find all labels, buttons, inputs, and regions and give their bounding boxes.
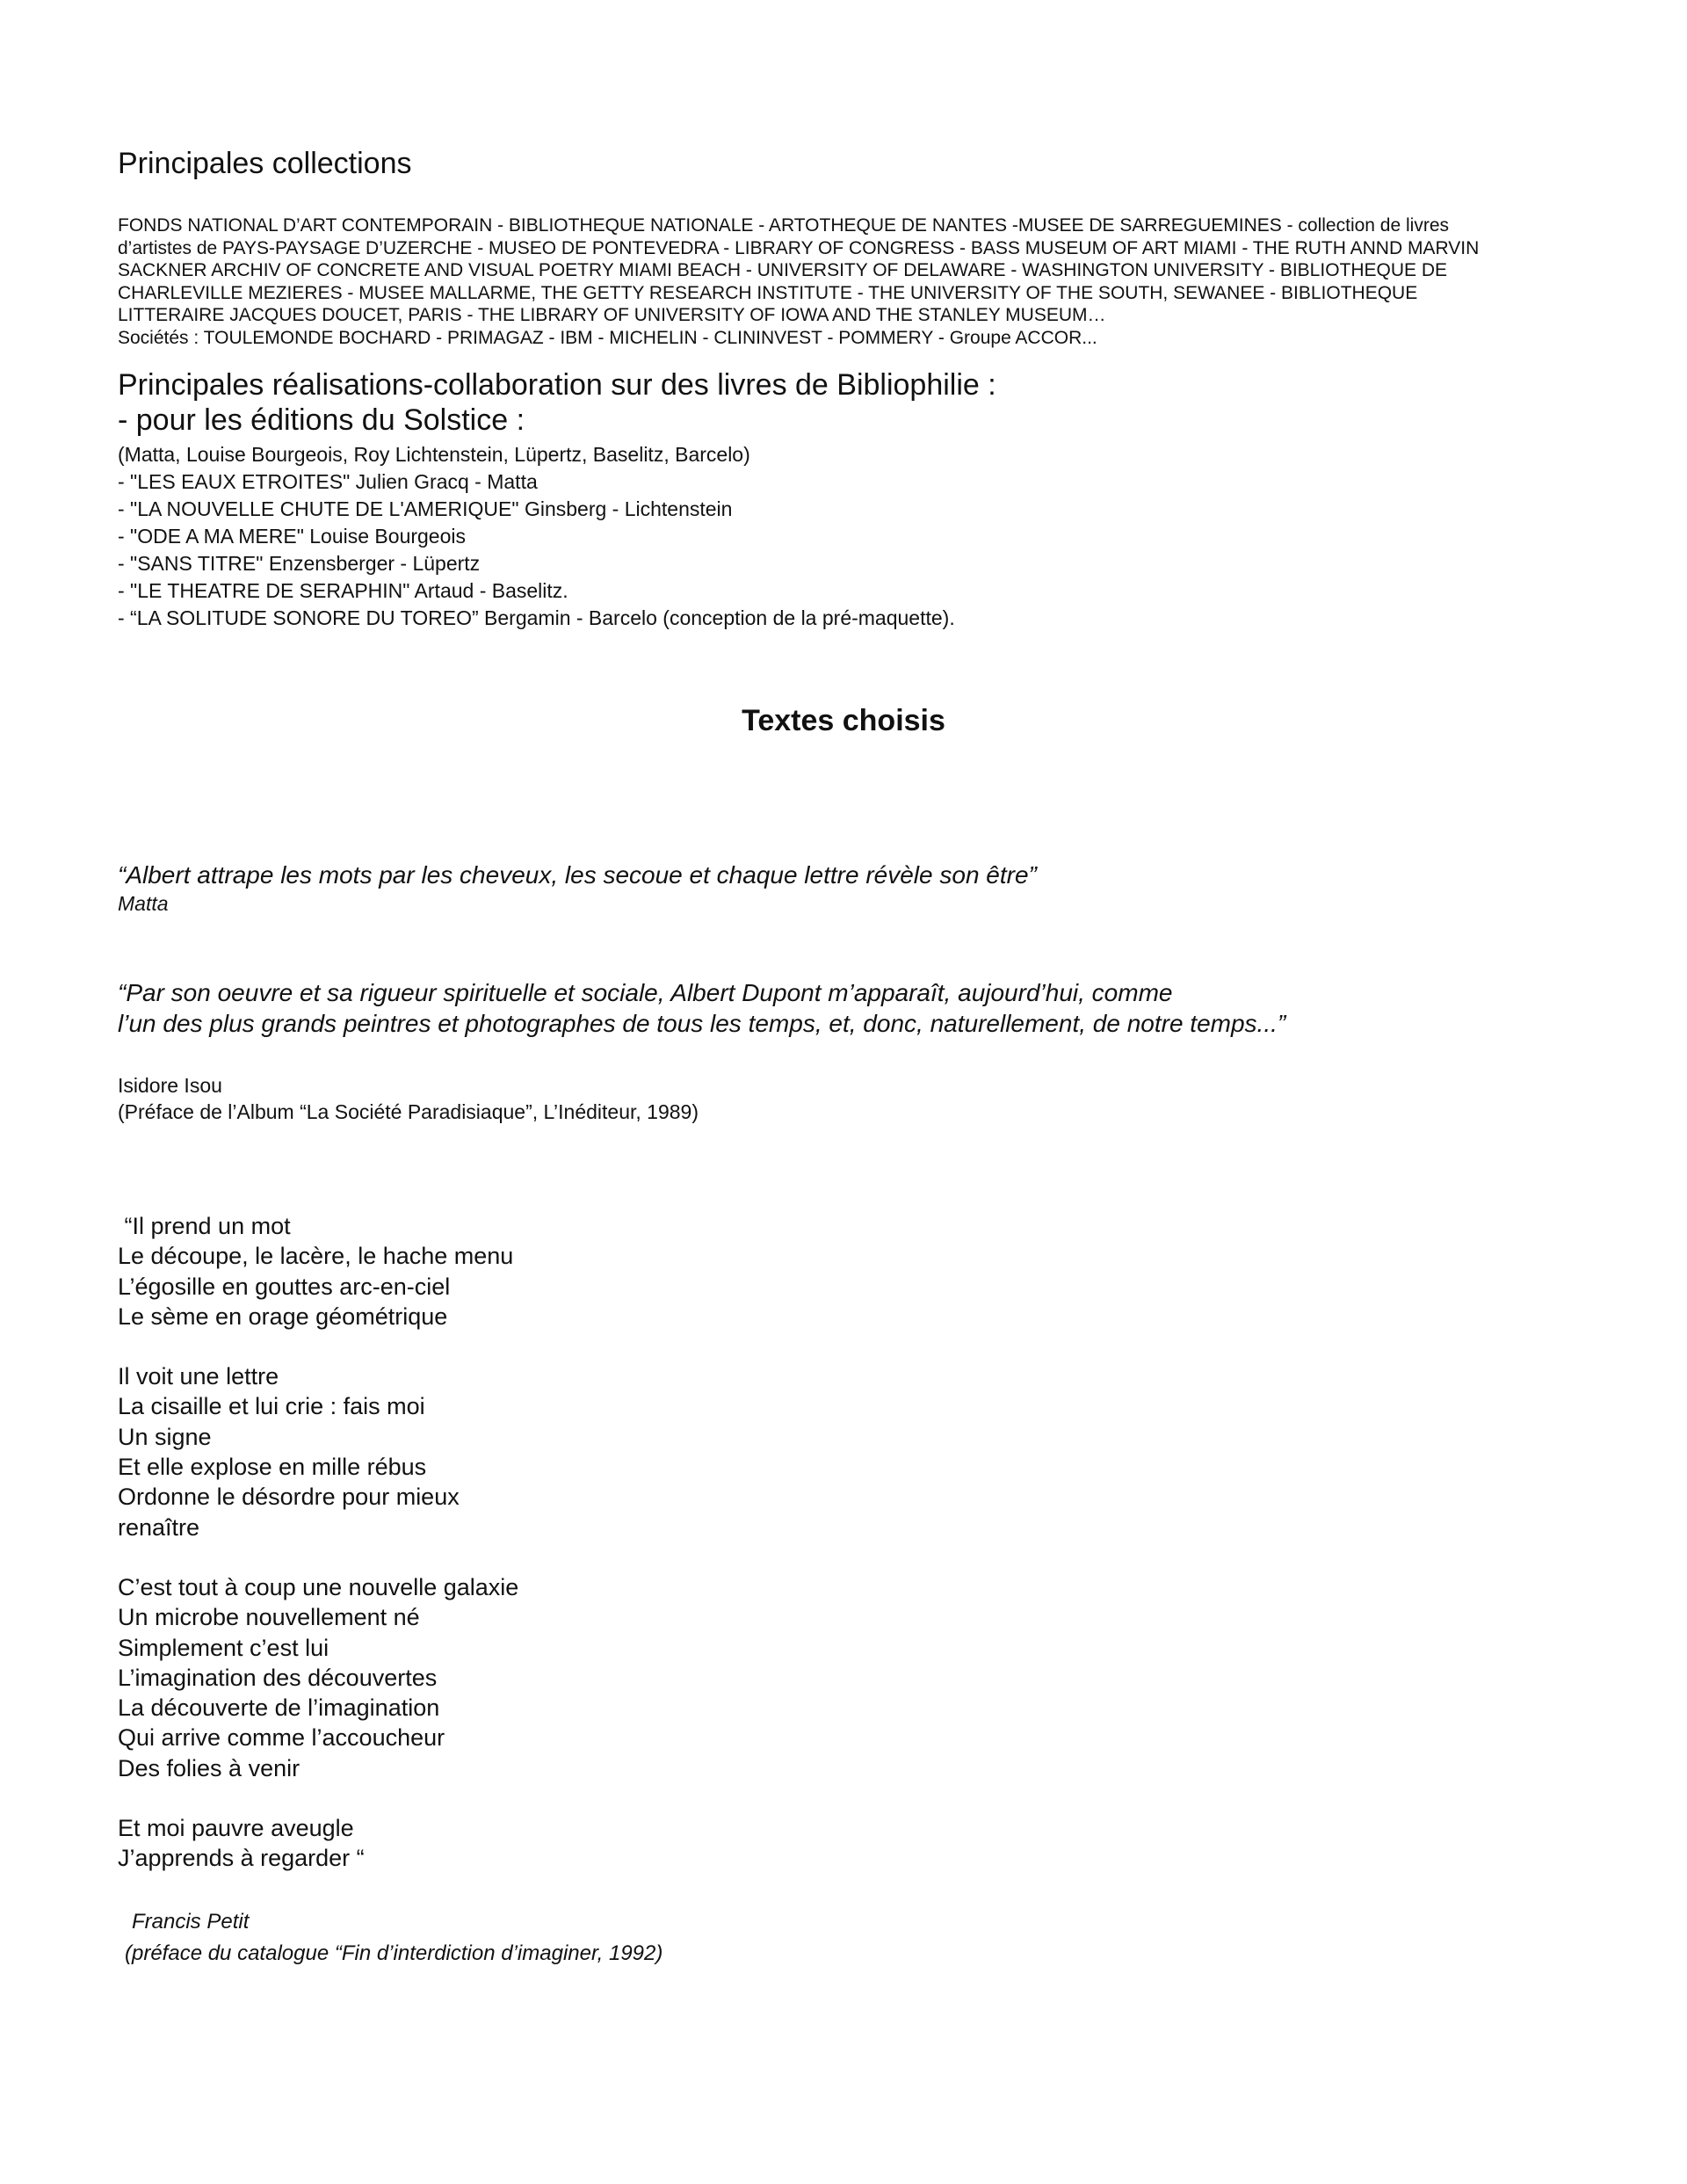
collections-line: d’artistes de PAYS-PAYSAGE D’UZERCHE - MUSEO DE PONTEVEDRA - LIBRARY OF CONGRESS - BASS MUSEUM OF ART MIAMI - THE RUTH ANND MARVIN <box>118 237 1480 258</box>
realisations-line: - "SANS TITRE" Enzensberger - Lüpertz <box>118 552 481 575</box>
poem-line: Simplement c’est lui <box>118 1634 329 1661</box>
quote-matta-author: Matta <box>118 892 169 915</box>
quote-isou-source: (Préface de l’Album “La Société Paradisiaque”, L’Inéditeur, 1989) <box>118 1100 699 1123</box>
collections-heading: Principales collections <box>118 147 412 180</box>
poem-line: Ordonne le désordre pour mieux <box>118 1484 460 1511</box>
realisations-line: - "LE THEATRE DE SERAPHIN" Artaud - Baselitz. <box>118 579 568 602</box>
poem-stanza <box>118 1211 518 1331</box>
poem-author: Francis Petit <box>132 1910 250 1934</box>
poem-line: C’est tout à coup une nouvelle galaxie <box>118 1573 519 1600</box>
realisations-line: (Matta, Louise Bourgeois, Roy Lichtenstein, Lüpertz, Baselitz, Barcelo) <box>118 443 750 466</box>
quote-isou-line: l’un des plus grands peintres et photographes de tous les temps, et, donc, naturellement, de notre temps...” <box>118 1010 1286 1037</box>
poem-line: L’égosille en gouttes arc-en-ciel <box>118 1273 451 1300</box>
realisations-line: - "LA NOUVELLE CHUTE DE L'AMERIQUE" Ginsberg - Lichtenstein <box>118 497 733 520</box>
poem-line: Et elle explose en mille rébus <box>118 1454 427 1481</box>
poem-line: Un microbe nouvellement né <box>118 1604 420 1631</box>
poem-line: Le découpe, le lacère, le hache menu <box>118 1243 514 1270</box>
poem-line: La découverte de l’imagination <box>118 1694 440 1722</box>
realisations-heading: Principales réalisations-collaboration sur des livres de Bibliophilie : <box>118 368 996 402</box>
textes-title: Textes choisis <box>742 704 945 737</box>
quote-matta: “Albert attrape les mots par les cheveux, les secoue et chaque lettre révèle son être” <box>118 861 1037 889</box>
poem-line: Un signe <box>118 1423 212 1450</box>
quote-isou-line: “Par son oeuvre et sa rigueur spirituelle et sociale, Albert Dupont m’apparaît, aujourd’hui, comme <box>118 979 1173 1006</box>
poem <box>118 1211 518 1904</box>
realisations-line: - “LA SOLITUDE SONORE DU TOREO” Bergamin - Barcelo (conception de la pré-maquette). <box>118 606 955 629</box>
quote-isou-author: Isidore Isou <box>118 1074 222 1097</box>
poem-line: La cisaille et lui crie : fais moi <box>118 1393 425 1420</box>
poem-source: (préface du catalogue “Fin d’interdiction d’imaginer, 1992) <box>125 1941 663 1965</box>
poem-stanza <box>118 1361 518 1542</box>
poem-line: Qui arrive comme l’accoucheur <box>118 1724 445 1752</box>
collections-line: SACKNER ARCHIV OF CONCRETE AND VISUAL POETRY MIAMI BEACH - UNIVERSITY OF DELAWARE - WASHINGTON UNIVERSITY - BIBLIOTHEQUE DE <box>118 260 1448 280</box>
realisations-line: - "LES EAUX ETROITES" Julien Gracq - Matta <box>118 470 538 493</box>
realisations-line: - "ODE A MA MERE" Louise Bourgeois <box>118 525 466 548</box>
poem-line: renaître <box>118 1513 200 1541</box>
realisations-subheading: - pour les éditions du Solstice : <box>118 403 525 437</box>
collections-line: FONDS NATIONAL D’ART CONTEMPORAIN - BIBLIOTHEQUE NATIONALE - ARTOTHEQUE DE NANTES -MUSEE DE SARREGUEMINES - collection de livres <box>118 215 1449 236</box>
poem-line: Et moi pauvre aveugle <box>118 1815 354 1842</box>
realisations-section <box>118 367 996 632</box>
poem-stanza <box>118 1572 518 1783</box>
poem-line: Il voit une lettre <box>118 1363 279 1390</box>
poem-line: L’imagination des découvertes <box>118 1664 438 1691</box>
poem-line: Le sème en orage géométrique <box>118 1302 448 1330</box>
poem-line: J’apprends à regarder “ <box>118 1845 365 1872</box>
poem-stanza <box>118 1813 518 1874</box>
collections-line: CHARLEVILLE MEZIERES - MUSEE MALLARME, THE GETTY RESEARCH INSTITUTE - THE UNIVERSITY OF THE SOUTH, SEWANEE - BIBLIOTHEQUE <box>118 282 1418 303</box>
collections-line: Sociétés : TOULEMONDE BOCHARD - PRIMAGAZ - IBM - MICHELIN - CLININVEST - POMMERY - Groupe ACCOR... <box>118 327 1097 348</box>
poem-line: “Il prend un mot <box>118 1213 291 1239</box>
collections-paragraph <box>118 214 1594 349</box>
poem-line: Des folies à venir <box>118 1754 300 1781</box>
collections-line: LITTERAIRE JACQUES DOUCET, PARIS - THE LIBRARY OF UNIVERSITY OF IOWA AND THE STANLEY MUSEUM… <box>118 305 1106 325</box>
